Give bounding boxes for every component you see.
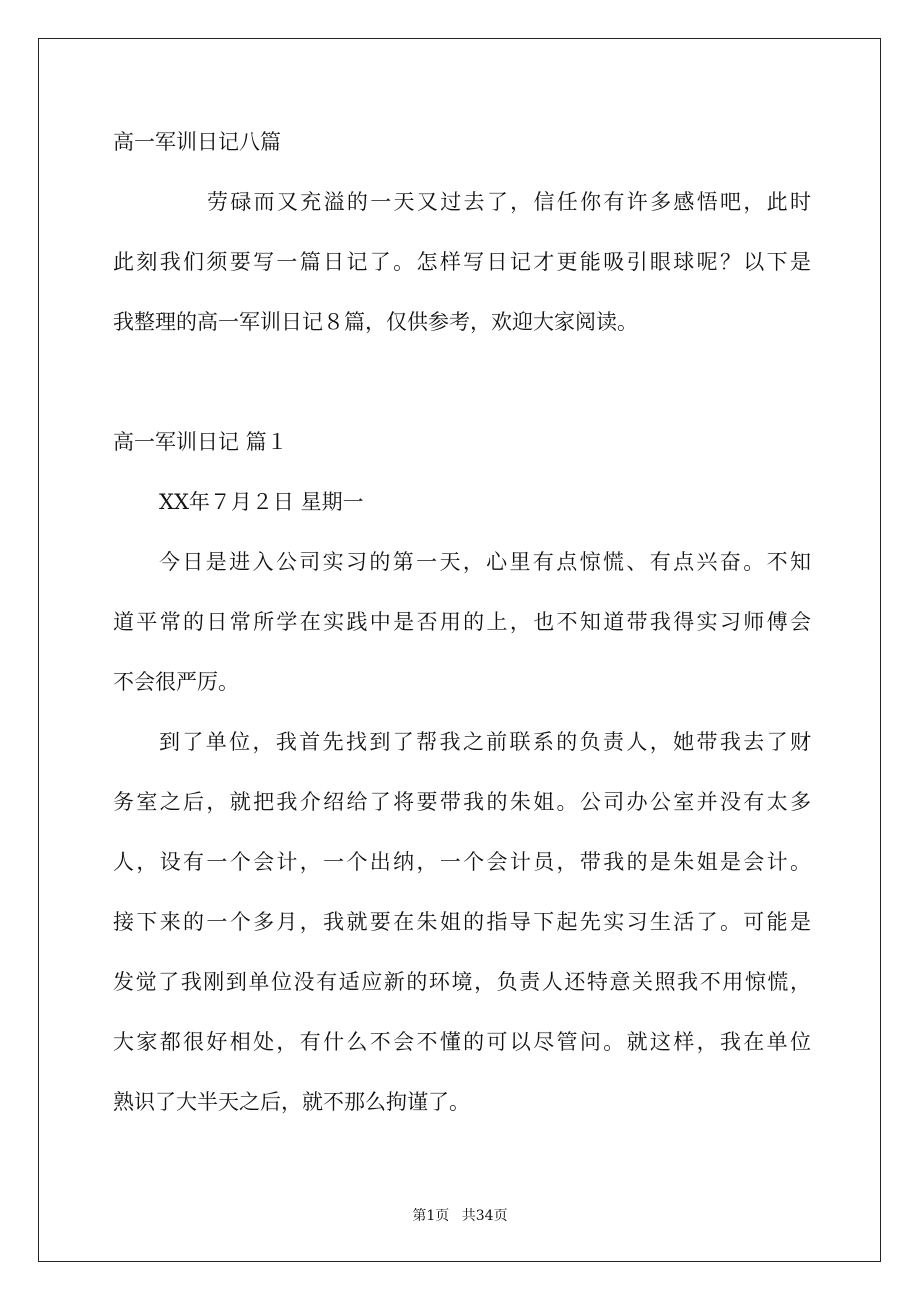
date-line: XX年７月２日 星期一: [159, 490, 364, 514]
paragraph-line: 接下来的一个多月，我就要在朱姐的指导下起先实习生活了。可能是: [113, 910, 811, 934]
page-total: 共34页: [461, 1208, 508, 1224]
paragraph-line: 熟识了大半天之后，就不那么拘谨了。: [113, 1090, 470, 1114]
paragraph-line: 大家都很好相处，有什么不会不懂的可以尽管问。就这样，我在单位: [113, 1030, 811, 1054]
document-title: 高一军训日记八篇: [113, 130, 281, 154]
intro-line: 劳碌而又充溢的一天又过去了，信任你有许多感悟吧，此时: [207, 190, 811, 214]
paragraph-line: 道平常的日常所学在实践中是否用的上，也不知道带我得实习师傅会: [113, 610, 811, 634]
paragraph-line: 发觉了我刚到单位没有适应新的环境，负责人还特意关照我不用惊慌，: [113, 970, 811, 994]
paragraph-line: 今日是进入公司实习的第一天，心里有点惊慌、有点兴奋。不知: [159, 550, 811, 574]
paragraph-line: 到了单位，我首先找到了帮我之前联系的负责人，她带我去了财: [159, 730, 811, 754]
section-heading: 高一军训日记 篇１: [113, 430, 288, 454]
page-number: 第1页: [412, 1208, 450, 1224]
paragraph-line: 不会很严厉。: [113, 670, 239, 694]
paragraph-line: 务室之后，就把我介绍给了将要带我的朱姐。公司办公室并没有太多: [113, 790, 811, 814]
intro-line: 我整理的高一军训日记８篇，仅供参考，欢迎大家阅读。: [113, 310, 638, 334]
paragraph-line: 人，设有一个会计，一个出纳，一个会计员，带我的是朱姐是会计。: [113, 850, 811, 874]
document-body: [113, 112, 811, 1132]
blank-line: [113, 352, 811, 412]
page-footer: [0, 1205, 920, 1225]
intro-line: 此刻我们须要写一篇日记了。怎样写日记才更能吸引眼球呢？以下是: [113, 250, 811, 274]
